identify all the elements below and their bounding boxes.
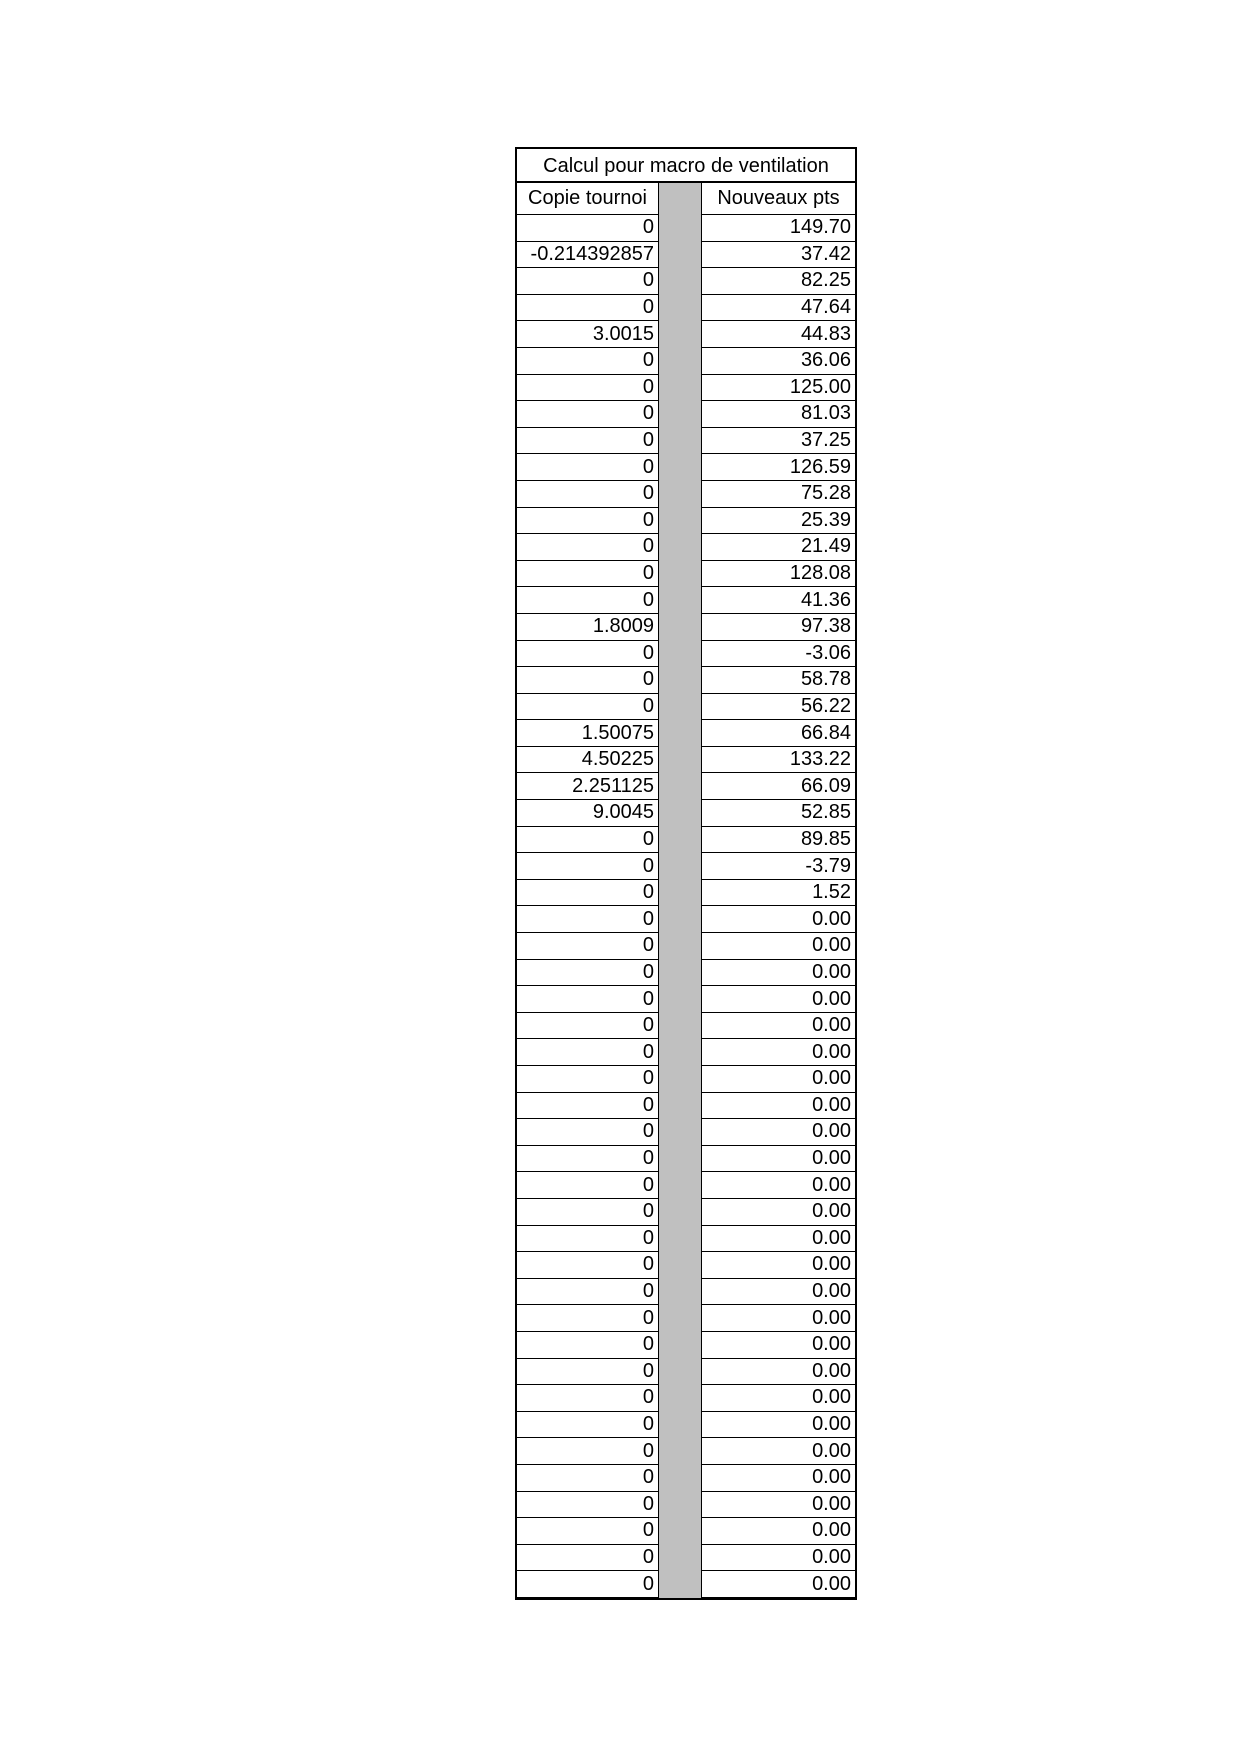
table-row [517, 1438, 855, 1465]
nouveaux-pts-cell: 0.00 [701, 906, 855, 933]
copie-tournoi-cell: 0 [517, 1172, 659, 1199]
nouveaux-pts-cell: 56.22 [701, 694, 855, 721]
copie-tournoi-cell: 0 [517, 428, 659, 455]
copie-tournoi-cell: 0 [517, 1465, 659, 1492]
table-row [517, 242, 855, 269]
table-row [517, 827, 855, 854]
copie-tournoi-cell: 1.8009 [517, 614, 659, 641]
grey-separator-cell [659, 481, 701, 508]
copie-tournoi-cell: 0 [517, 1385, 659, 1412]
grey-separator-cell [659, 534, 701, 561]
table-row [517, 614, 855, 641]
copie-tournoi-cell: 0 [517, 1571, 659, 1598]
table-row [517, 933, 855, 960]
table-row [517, 773, 855, 800]
table-row [517, 534, 855, 561]
grey-separator-cell [659, 1518, 701, 1545]
nouveaux-pts-cell: 97.38 [701, 614, 855, 641]
grey-separator-cell [659, 268, 701, 295]
nouveaux-pts-cell: 0.00 [701, 1571, 855, 1598]
copie-tournoi-cell: 0 [517, 667, 659, 694]
table-row [517, 1385, 855, 1412]
nouveaux-pts-cell: 44.83 [701, 321, 855, 348]
grey-separator-cell [659, 1465, 701, 1492]
table-row [517, 1545, 855, 1572]
table-row [517, 1412, 855, 1439]
table-row [517, 215, 855, 242]
copie-tournoi-cell: 2.251125 [517, 773, 659, 800]
table-row [517, 401, 855, 428]
grey-separator-cell [659, 428, 701, 455]
grey-separator-cell [659, 1226, 701, 1253]
grey-separator-cell [659, 827, 701, 854]
grey-separator-cell [659, 295, 701, 322]
nouveaux-pts-cell: 41.36 [701, 587, 855, 614]
nouveaux-pts-cell: 52.85 [701, 800, 855, 827]
grey-separator-cell [659, 986, 701, 1013]
copie-tournoi-cell: 9.0045 [517, 800, 659, 827]
nouveaux-pts-cell: 0.00 [701, 1412, 855, 1439]
nouveaux-pts-cell: 36.06 [701, 348, 855, 375]
table-row [517, 268, 855, 295]
table-row [517, 1305, 855, 1332]
grey-separator-cell [659, 960, 701, 987]
copie-tournoi-cell: 0 [517, 1412, 659, 1439]
grey-separator-cell [659, 348, 701, 375]
nouveaux-pts-cell: 0.00 [701, 1252, 855, 1279]
table-row [517, 667, 855, 694]
table-row [517, 454, 855, 481]
grey-separator-cell [659, 853, 701, 880]
nouveaux-pts-cell: 0.00 [701, 1438, 855, 1465]
nouveaux-pts-cell: 0.00 [701, 1226, 855, 1253]
table-row [517, 1252, 855, 1279]
table-row [517, 747, 855, 774]
grey-separator-cell [659, 1119, 701, 1146]
copie-tournoi-cell: 0 [517, 1119, 659, 1146]
grey-separator-cell [659, 561, 701, 588]
copie-tournoi-cell: 0 [517, 1492, 659, 1519]
copie-tournoi-cell: 0 [517, 694, 659, 721]
copie-tournoi-cell: 0 [517, 1199, 659, 1226]
nouveaux-pts-cell: 66.09 [701, 773, 855, 800]
copie-tournoi-cell: -0.214392857 [517, 242, 659, 269]
nouveaux-pts-cell: -3.06 [701, 641, 855, 668]
table-row [517, 348, 855, 375]
nouveaux-pts-cell: 82.25 [701, 268, 855, 295]
grey-separator-cell [659, 454, 701, 481]
table-row [517, 1571, 855, 1598]
table-row [517, 1359, 855, 1386]
nouveaux-pts-cell: 75.28 [701, 481, 855, 508]
copie-tournoi-cell: 3.0015 [517, 321, 659, 348]
nouveaux-pts-cell: 0.00 [701, 1305, 855, 1332]
grey-separator-cell [659, 1412, 701, 1439]
grey-separator-cell [659, 694, 701, 721]
table-row [517, 295, 855, 322]
copie-tournoi-cell: 0 [517, 295, 659, 322]
copie-tournoi-cell: 0 [517, 880, 659, 907]
copie-tournoi-cell: 0 [517, 348, 659, 375]
grey-separator-cell [659, 880, 701, 907]
column-header-copie-tournoi: Copie tournoi [517, 183, 659, 215]
grey-separator-cell [659, 1305, 701, 1332]
grey-separator-cell [659, 401, 701, 428]
copie-tournoi-cell: 0 [517, 1438, 659, 1465]
copie-tournoi-cell: 0 [517, 1545, 659, 1572]
table-row [517, 1119, 855, 1146]
table-row [517, 481, 855, 508]
copie-tournoi-cell: 0 [517, 587, 659, 614]
table-row [517, 1226, 855, 1253]
nouveaux-pts-cell: 0.00 [701, 933, 855, 960]
copie-tournoi-cell: 1.50075 [517, 720, 659, 747]
copie-tournoi-cell: 0 [517, 508, 659, 535]
grey-separator-column [659, 183, 701, 215]
table-row [517, 694, 855, 721]
nouveaux-pts-cell: 25.39 [701, 508, 855, 535]
table-row [517, 880, 855, 907]
nouveaux-pts-cell: 0.00 [701, 1013, 855, 1040]
grey-separator-cell [659, 800, 701, 827]
grey-separator-cell [659, 242, 701, 269]
nouveaux-pts-cell: 0.00 [701, 1492, 855, 1519]
grey-separator-cell [659, 587, 701, 614]
grey-separator-cell [659, 508, 701, 535]
table-row [517, 321, 855, 348]
copie-tournoi-cell: 0 [517, 1093, 659, 1120]
grey-separator-cell [659, 906, 701, 933]
column-header-nouveaux-pts: Nouveaux pts [701, 183, 855, 215]
nouveaux-pts-cell: 0.00 [701, 1146, 855, 1173]
nouveaux-pts-cell: 0.00 [701, 1039, 855, 1066]
nouveaux-pts-cell: 58.78 [701, 667, 855, 694]
copie-tournoi-cell: 0 [517, 1013, 659, 1040]
table-row [517, 1492, 855, 1519]
nouveaux-pts-cell: 0.00 [701, 1332, 855, 1359]
nouveaux-pts-cell: 128.08 [701, 561, 855, 588]
nouveaux-pts-cell: 126.59 [701, 454, 855, 481]
nouveaux-pts-cell: 47.64 [701, 295, 855, 322]
copie-tournoi-cell: 0 [517, 1518, 659, 1545]
grey-separator-cell [659, 1571, 701, 1598]
grey-separator-cell [659, 1359, 701, 1386]
copie-tournoi-cell: 0 [517, 1359, 659, 1386]
nouveaux-pts-cell: 125.00 [701, 375, 855, 402]
copie-tournoi-cell: 0 [517, 1146, 659, 1173]
table-title: Calcul pour macro de ventilation [517, 147, 855, 183]
grey-separator-cell [659, 773, 701, 800]
copie-tournoi-cell: 0 [517, 561, 659, 588]
grey-separator-cell [659, 1093, 701, 1120]
copie-tournoi-cell: 0 [517, 268, 659, 295]
grey-separator-cell [659, 1492, 701, 1519]
table-row [517, 641, 855, 668]
copie-tournoi-cell: 0 [517, 534, 659, 561]
nouveaux-pts-cell: 37.42 [701, 242, 855, 269]
grey-separator-cell [659, 215, 701, 242]
nouveaux-pts-cell: 0.00 [701, 1545, 855, 1572]
grey-separator-cell [659, 1013, 701, 1040]
table-row [517, 1039, 855, 1066]
table-row [517, 1518, 855, 1545]
grey-separator-cell [659, 1332, 701, 1359]
table-row [517, 1146, 855, 1173]
copie-tournoi-cell: 0 [517, 1066, 659, 1093]
grey-separator-cell [659, 933, 701, 960]
copie-tournoi-cell: 0 [517, 1039, 659, 1066]
nouveaux-pts-cell: 149.70 [701, 215, 855, 242]
table-row [517, 375, 855, 402]
copie-tournoi-cell: 0 [517, 827, 659, 854]
table-row [517, 508, 855, 535]
table-row [517, 960, 855, 987]
table-row [517, 1066, 855, 1093]
table-body [517, 215, 855, 1598]
header-row [517, 183, 855, 215]
copie-tournoi-cell: 0 [517, 906, 659, 933]
grey-separator-cell [659, 1385, 701, 1412]
nouveaux-pts-cell: 0.00 [701, 1518, 855, 1545]
nouveaux-pts-cell: 21.49 [701, 534, 855, 561]
nouveaux-pts-cell: 0.00 [701, 1093, 855, 1120]
table-row [517, 1279, 855, 1306]
grey-separator-cell [659, 1438, 701, 1465]
nouveaux-pts-cell: 0.00 [701, 960, 855, 987]
table-row [517, 1465, 855, 1492]
copie-tournoi-cell: 0 [517, 1252, 659, 1279]
copie-tournoi-cell: 4.50225 [517, 747, 659, 774]
grey-separator-cell [659, 1039, 701, 1066]
nouveaux-pts-cell: 0.00 [701, 1199, 855, 1226]
table-row [517, 1332, 855, 1359]
copie-tournoi-cell: 0 [517, 1279, 659, 1306]
grey-separator-cell [659, 1199, 701, 1226]
grey-separator-cell [659, 747, 701, 774]
copie-tournoi-cell: 0 [517, 1305, 659, 1332]
grey-separator-cell [659, 1066, 701, 1093]
nouveaux-pts-cell: -3.79 [701, 853, 855, 880]
copie-tournoi-cell: 0 [517, 401, 659, 428]
table-row [517, 720, 855, 747]
table-row [517, 986, 855, 1013]
nouveaux-pts-cell: 89.85 [701, 827, 855, 854]
grey-separator-cell [659, 614, 701, 641]
table-row [517, 1199, 855, 1226]
nouveaux-pts-cell: 0.00 [701, 1119, 855, 1146]
nouveaux-pts-cell: 0.00 [701, 1172, 855, 1199]
table-row [517, 428, 855, 455]
nouveaux-pts-cell: 0.00 [701, 1279, 855, 1306]
nouveaux-pts-cell: 0.00 [701, 986, 855, 1013]
nouveaux-pts-cell: 0.00 [701, 1359, 855, 1386]
copie-tournoi-cell: 0 [517, 986, 659, 1013]
grey-separator-cell [659, 1252, 701, 1279]
nouveaux-pts-cell: 133.22 [701, 747, 855, 774]
table-row [517, 1093, 855, 1120]
copie-tournoi-cell: 0 [517, 933, 659, 960]
copie-tournoi-cell: 0 [517, 215, 659, 242]
copie-tournoi-cell: 0 [517, 1332, 659, 1359]
copie-tournoi-cell: 0 [517, 1226, 659, 1253]
nouveaux-pts-cell: 0.00 [701, 1465, 855, 1492]
nouveaux-pts-cell: 37.25 [701, 428, 855, 455]
copie-tournoi-cell: 0 [517, 481, 659, 508]
copie-tournoi-cell: 0 [517, 641, 659, 668]
ventilation-table [515, 147, 857, 1600]
table-row [517, 1013, 855, 1040]
grey-separator-cell [659, 667, 701, 694]
nouveaux-pts-cell: 0.00 [701, 1066, 855, 1093]
copie-tournoi-cell: 0 [517, 960, 659, 987]
grey-separator-cell [659, 1172, 701, 1199]
grey-separator-cell [659, 1279, 701, 1306]
copie-tournoi-cell: 0 [517, 853, 659, 880]
nouveaux-pts-cell: 81.03 [701, 401, 855, 428]
copie-tournoi-cell: 0 [517, 454, 659, 481]
table-row [517, 853, 855, 880]
grey-separator-cell [659, 321, 701, 348]
table-row [517, 906, 855, 933]
nouveaux-pts-cell: 1.52 [701, 880, 855, 907]
table-row [517, 587, 855, 614]
copie-tournoi-cell: 0 [517, 375, 659, 402]
nouveaux-pts-cell: 0.00 [701, 1385, 855, 1412]
table-row [517, 1172, 855, 1199]
grey-separator-cell [659, 1146, 701, 1173]
table-row [517, 800, 855, 827]
grey-separator-cell [659, 375, 701, 402]
table-row [517, 561, 855, 588]
nouveaux-pts-cell: 66.84 [701, 720, 855, 747]
grey-separator-cell [659, 720, 701, 747]
grey-separator-cell [659, 641, 701, 668]
grey-separator-cell [659, 1545, 701, 1572]
